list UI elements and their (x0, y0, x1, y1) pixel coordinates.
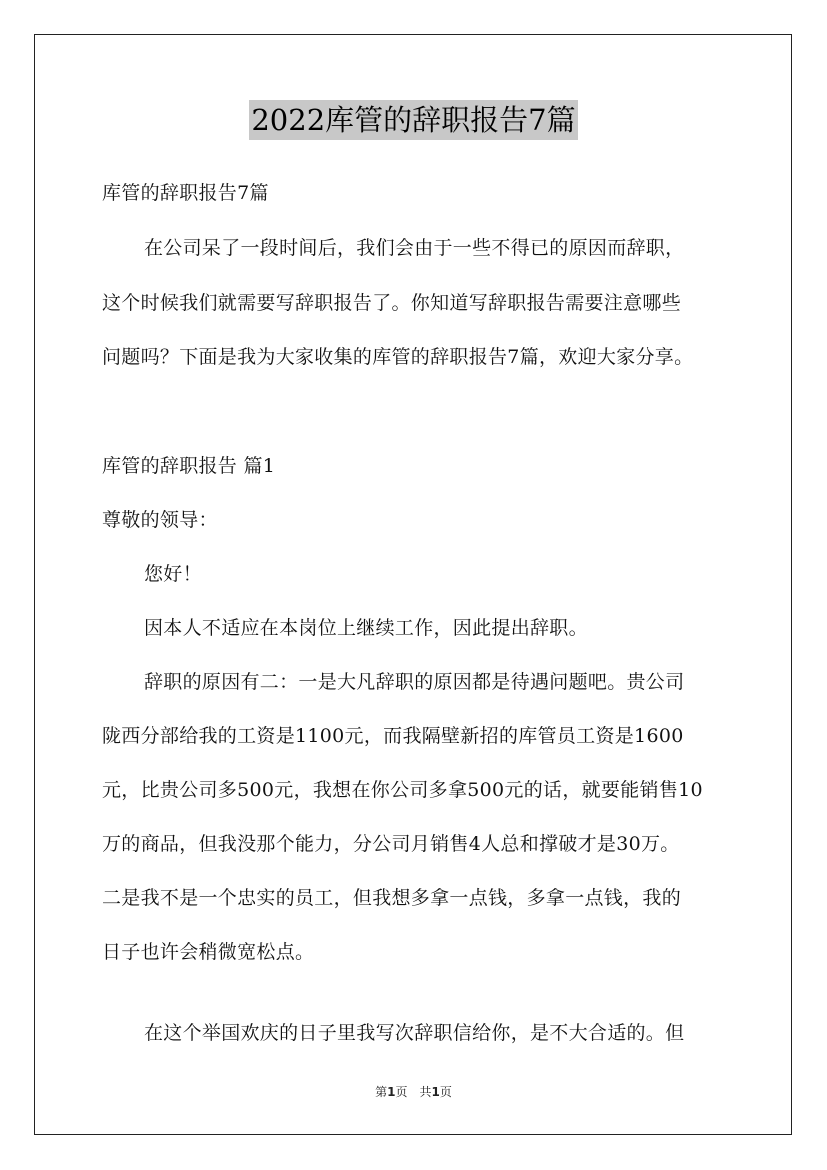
document-subtitle: 库管的辞职报告7篇 (102, 182, 269, 204)
footer-page-current: 1 (387, 1085, 396, 1099)
footer-page-prefix: 第 (375, 1085, 388, 1099)
intro-line-3: 问题吗？下面是我为大家收集的库管的辞职报告7篇，欢迎大家分享。 (102, 346, 694, 368)
greeting: 您好！ (144, 563, 202, 585)
paragraph-2-line-1: 辞职的原因有二：一是大凡辞职的原因都是待遇问题吧。贵公司 (144, 671, 685, 693)
paragraph-2-line-4: 万的商品，但我没那个能力，分公司月销售4人总和撑破才是30万。 (102, 833, 680, 855)
salutation: 尊敬的领导： (102, 509, 218, 531)
paragraph-2-line-5: 二是我不是一个忠实的员工，但我想多拿一点钱，多拿一点钱，我的 (102, 887, 682, 909)
paragraph-2-line-6: 日子也许会稍微宽松点。 (102, 941, 315, 963)
paragraph-2-line-3: 元，比贵公司多500元，我想在你公司多拿500元的话，就要能销售10 (102, 779, 703, 801)
paragraph-1: 因本人不适应在本岗位上继续工作，因此提出辞职。 (144, 617, 588, 639)
intro-line-1: 在公司呆了一段时间后，我们会由于一些不得已的原因而辞职， (144, 237, 685, 259)
section-heading: 库管的辞职报告 篇1 (102, 455, 276, 477)
paragraph-3-line-1: 在这个举国欢庆的日子里我写次辞职信给你，是不大合适的。但 (144, 1022, 685, 1044)
intro-line-2: 这个时候我们就需要写辞职报告了。你知道写辞职报告需要注意哪些 (102, 292, 682, 314)
footer-page-mid: 页 共 (395, 1085, 432, 1099)
footer-page-total: 1 (431, 1085, 440, 1099)
page-footer (0, 1083, 827, 1100)
paragraph-2-line-2: 陇西分部给我的工资是1100元，而我隔壁新招的库管员工资是1600 (102, 725, 684, 747)
footer-page-suffix: 页 (439, 1085, 452, 1099)
title-wrap (0, 100, 827, 140)
document-title: 2022库管的辞职报告7篇 (249, 100, 577, 140)
